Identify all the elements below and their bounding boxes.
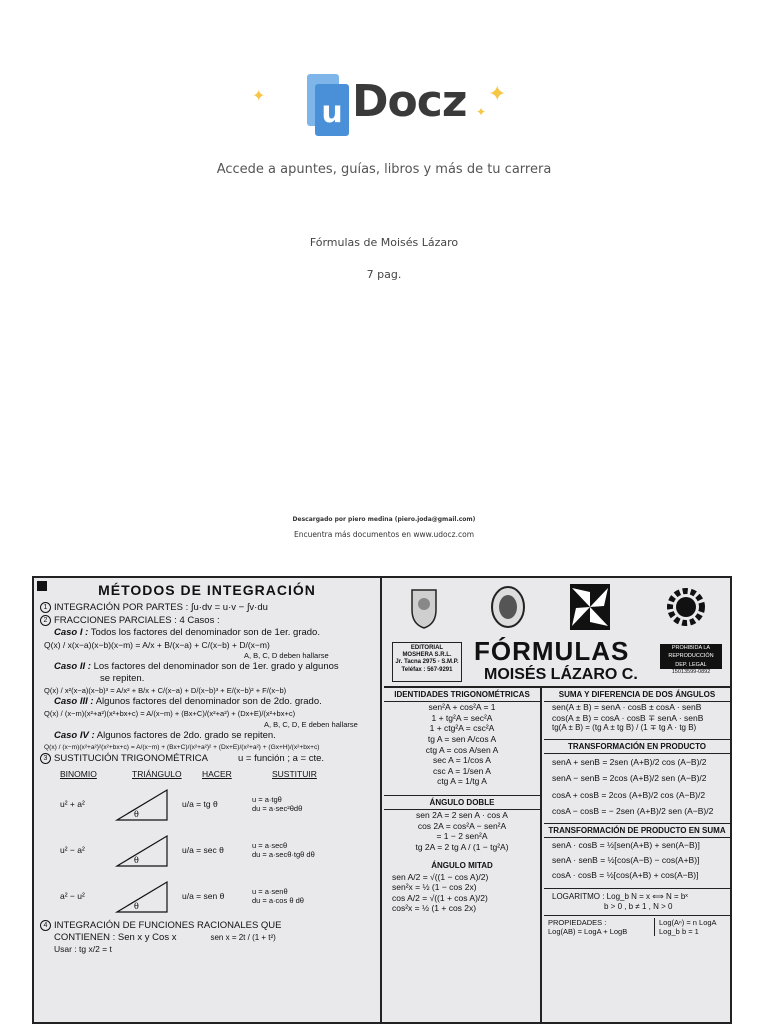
integration-methods-panel xyxy=(34,578,382,1024)
case-text: Algunos factores de 2do. grado se repiten. xyxy=(96,729,276,741)
document-heading: FÓRMULAS xyxy=(474,636,630,666)
formula: cos²x = ½ (1 + cos 2x) xyxy=(392,903,477,914)
editorial-line: EDITORIAL xyxy=(410,645,444,651)
formula: tg 2A = 2 tg A / (1 − tg²A) xyxy=(415,841,509,852)
table-row xyxy=(40,781,374,827)
formula: ctg A = cos A/sen A xyxy=(425,744,499,755)
case-label: Caso I : xyxy=(54,626,89,638)
case-text: se repiten. xyxy=(100,673,145,685)
substitution-value: u = a·tgθ xyxy=(252,795,282,805)
binomial: a² − u² xyxy=(60,891,85,902)
section-heading: ÁNGULO MITAD xyxy=(431,860,493,870)
formula: Q(x) / (x−m)(x²+a²)(x²+bx+c) = A/(x−m) + (Bx+C)/(x²+a²) + (Dx+E)/(x²+bx+c) xyxy=(44,709,296,719)
pinwheel-logo-icon xyxy=(570,584,610,630)
formula: Q(x) / (x−m)(x²+a²)²(x²+bx+c) = A/(x−m) + (Bx+C)/(x²+a²)² + (Dx+E)/(x²+a²) + (Gx+H)/(x²+bx+c) xyxy=(44,743,320,751)
case-label: Caso III : xyxy=(54,696,94,708)
trig-identities-column xyxy=(384,688,542,1024)
binomial: u² − a² xyxy=(60,845,85,856)
case-label: Caso II : xyxy=(54,661,91,673)
column-header: SUSTITUIR xyxy=(272,769,317,780)
sparkle-icon: ✦ xyxy=(252,86,266,105)
table-row xyxy=(40,873,374,919)
formula: csc A = 1/sen A xyxy=(433,765,491,776)
logo-wordmark: Docz xyxy=(352,76,467,127)
editorial-line: Jr. Tacna 2975 - S.M.P. xyxy=(395,659,459,666)
triangle-diagram-icon xyxy=(112,876,182,916)
copyright-line: DEP. LEGAL xyxy=(660,661,722,669)
table-row xyxy=(40,827,374,873)
formula: tg(A ± B) = (tg A ± tg B) / (1 ∓ tg A · tg B) xyxy=(552,723,697,733)
more-documents-link[interactable]: Encuentra más documentos en www.udocz.com xyxy=(293,530,475,539)
sparkle-icon: ✦ xyxy=(488,82,507,107)
editorial-box xyxy=(392,642,462,682)
column-header: HACER xyxy=(202,769,232,780)
panel-heading: MÉTODOS DE INTEGRACIÓN xyxy=(98,582,316,598)
svg-text:θ: θ xyxy=(134,902,139,912)
formula: Q(x) / x(x−a)(x−b)(x−m) = A/x + B/(x−a) + C/(x−b) + D/(x−m) xyxy=(44,639,270,650)
formula: cosA + cosB = 2cos (A+B)/2 cos (A−B)/2 xyxy=(552,789,706,800)
section-heading: PROPIEDADES : xyxy=(548,917,607,927)
section-title: CONTIENEN : Sen x y Cos x xyxy=(54,931,177,943)
substitution-rule: u/a = sec θ xyxy=(182,845,224,856)
binomial: u² + a² xyxy=(60,799,85,810)
substitution-rule: u/a = tg θ xyxy=(182,799,218,810)
copyright-line: 15013599-0892 xyxy=(671,668,711,675)
section-number: 4 xyxy=(40,920,51,931)
formulas-panel xyxy=(384,578,730,1024)
formula: Usar : tg x/2 = t xyxy=(54,943,112,954)
copyright-notice xyxy=(660,644,722,680)
university-seal-icon xyxy=(488,584,528,630)
editorial-line: Teléfax : 567-9291 xyxy=(401,666,453,673)
substitution-differential: du = a·cos θ dθ xyxy=(252,896,304,906)
formula: sen A/2 = √((1 − cos A)/2) xyxy=(392,871,489,882)
formula: Q(x) / x²(x−a)(x−b)³ = A/x² + B/x + C/(x−a) + D/(x−b)³ + E/(x−b)² + F/(x−b) xyxy=(44,686,287,696)
section-note: u = función ; a = cte. xyxy=(237,753,325,765)
triangle-diagram-icon xyxy=(112,830,182,870)
section-heading: TRANSFORMACIÓN EN PRODUCTO xyxy=(544,739,730,754)
svg-text:θ: θ xyxy=(134,856,139,866)
substitution-value: u = a·senθ xyxy=(252,887,288,897)
formula: Log_b b = 1 xyxy=(659,927,699,937)
case-text: Todos los factores del denominador son de 1er. grado. xyxy=(90,626,320,638)
formula: b > 0 , b ≠ 1 , N > 0 xyxy=(604,901,673,911)
publisher-header xyxy=(384,578,730,688)
download-note: Descargado por piero medina (piero.joda@gmail.com) xyxy=(292,516,476,523)
section-heading: TRANSFORMACIÓN DE PRODUCTO EN SUMA xyxy=(544,823,730,838)
document-title: Fórmulas de Moisés Lázaro xyxy=(309,236,459,249)
sparkle-icon: ✦ xyxy=(476,105,487,119)
triangle-diagram-icon xyxy=(112,784,182,824)
section-title: SUSTITUCIÓN TRIGONOMÉTRICA xyxy=(54,753,208,765)
formula: cos A/2 = √((1 + cos A)/2) xyxy=(392,892,488,903)
svg-text:θ: θ xyxy=(134,810,139,820)
case-text: Los factores del denominador son de 1er. grado y algunos xyxy=(93,661,339,673)
editorial-line: MOSHERA S.R.L. xyxy=(402,652,452,659)
case-label: Caso IV : xyxy=(54,729,95,741)
column-header: BINOMIO xyxy=(60,769,97,780)
formula: sen 2A = 2 sen A · cos A xyxy=(416,810,508,820)
formula: sen(A ± B) = senA · cosB ± cosA · senB xyxy=(552,702,702,712)
section-heading: SUMA Y DIFERENCIA DE DOS ÁNGULOS xyxy=(544,688,730,702)
section-heading: ÁNGULO DOBLE xyxy=(384,795,540,810)
formula: Log(AB) = LogA + LogB xyxy=(548,927,628,937)
section-number: 1 xyxy=(40,602,51,613)
formula: senA · cosB = ½[sen(A+B) + sen(A−B)] xyxy=(552,839,700,850)
logo-mark-letter: u xyxy=(321,95,343,130)
formula: cosA − cosB = − 2sen (A+B)/2 sen (A−B)/2 xyxy=(552,805,714,816)
formula: cos(A ± B) = cosA · cosB ∓ senA · senB xyxy=(552,712,704,723)
formula: cos 2A = cos²A − sen²A xyxy=(417,820,507,831)
section-heading: IDENTIDADES TRIGONOMÉTRICAS xyxy=(384,688,540,702)
formula: sen²x = ½ (1 − cos 2x) xyxy=(392,882,477,893)
section-number: 2 xyxy=(40,615,51,626)
gear-emblem-icon xyxy=(666,584,706,630)
substitution-rule: u/a = sen θ xyxy=(182,891,225,902)
formula: sec A = 1/cos A xyxy=(433,755,491,766)
corner-marker xyxy=(37,581,47,591)
formula: ctg A = 1/tg A xyxy=(437,776,487,787)
scanned-page-preview xyxy=(32,576,732,1024)
column-header: TRIÁNGULO xyxy=(132,769,182,780)
formula: LOGARITMO : Log_b N = x ⟺ N = bˣ xyxy=(552,891,688,901)
substitution-differential: du = a·sec²θdθ xyxy=(252,804,303,814)
formula: sen x = 2t / (1 + t²) xyxy=(210,932,276,942)
formula: senA + senB = 2sen (A+B)/2 cos (A−B)/2 xyxy=(552,757,707,768)
substitution-differential: du = a·secθ·tgθ dθ xyxy=(252,850,315,860)
copyright-line: PROHIBIDA LA xyxy=(660,644,722,652)
angle-sums-column xyxy=(544,688,730,1024)
substitution-table-header xyxy=(60,769,374,779)
formula: tg A = sen A/cos A xyxy=(427,733,497,744)
formula: = 1 − 2 sen²A xyxy=(436,831,488,842)
formula-note: A, B, C, D deben hallarse xyxy=(244,651,329,661)
udocz-mark-icon xyxy=(307,74,349,136)
formula: senA − senB = 2cos (A+B)/2 sen (A−B)/2 xyxy=(552,773,707,784)
section-title: INTEGRACIÓN POR PARTES : ∫u·dv = u·v − ∫v·du xyxy=(54,602,268,614)
section-number: 3 xyxy=(40,753,51,764)
formula: 1 + ctg²A = csc²A xyxy=(429,723,495,734)
udocz-logo[interactable] xyxy=(0,72,768,142)
case-text: Algunos factores del denominador son de 2do. grado. xyxy=(95,696,322,708)
formula: sen²A + cos²A = 1 xyxy=(428,702,496,712)
formula-note: A, B, C, D, E deben hallarse xyxy=(264,719,358,729)
formula: cosA · cosB = ½[cos(A+B) + cos(A−B)] xyxy=(552,870,699,881)
formula: senA · senB = ½[cos(A−B) − cos(A+B)] xyxy=(552,855,700,866)
copyright-line: REPRODUCCIÓN xyxy=(660,652,722,660)
national-emblem-icon xyxy=(404,584,444,630)
formula: Log(Aⁿ) = n LogA xyxy=(659,917,717,927)
document-page-count: 7 pag. xyxy=(366,268,402,281)
formula: 1 + tg²A = sec²A xyxy=(431,712,493,723)
author-name: MOISÉS LÁZARO C. xyxy=(484,666,638,683)
section-title: FRACCIONES PARCIALES : 4 Casos : xyxy=(54,614,220,626)
substitution-value: u = a·secθ xyxy=(252,841,288,851)
tagline: Accede a apuntes, guías, libros y más de tu carrera xyxy=(216,162,552,177)
section-title: INTEGRACIÓN DE FUNCIONES RACIONALES QUE xyxy=(54,920,282,932)
